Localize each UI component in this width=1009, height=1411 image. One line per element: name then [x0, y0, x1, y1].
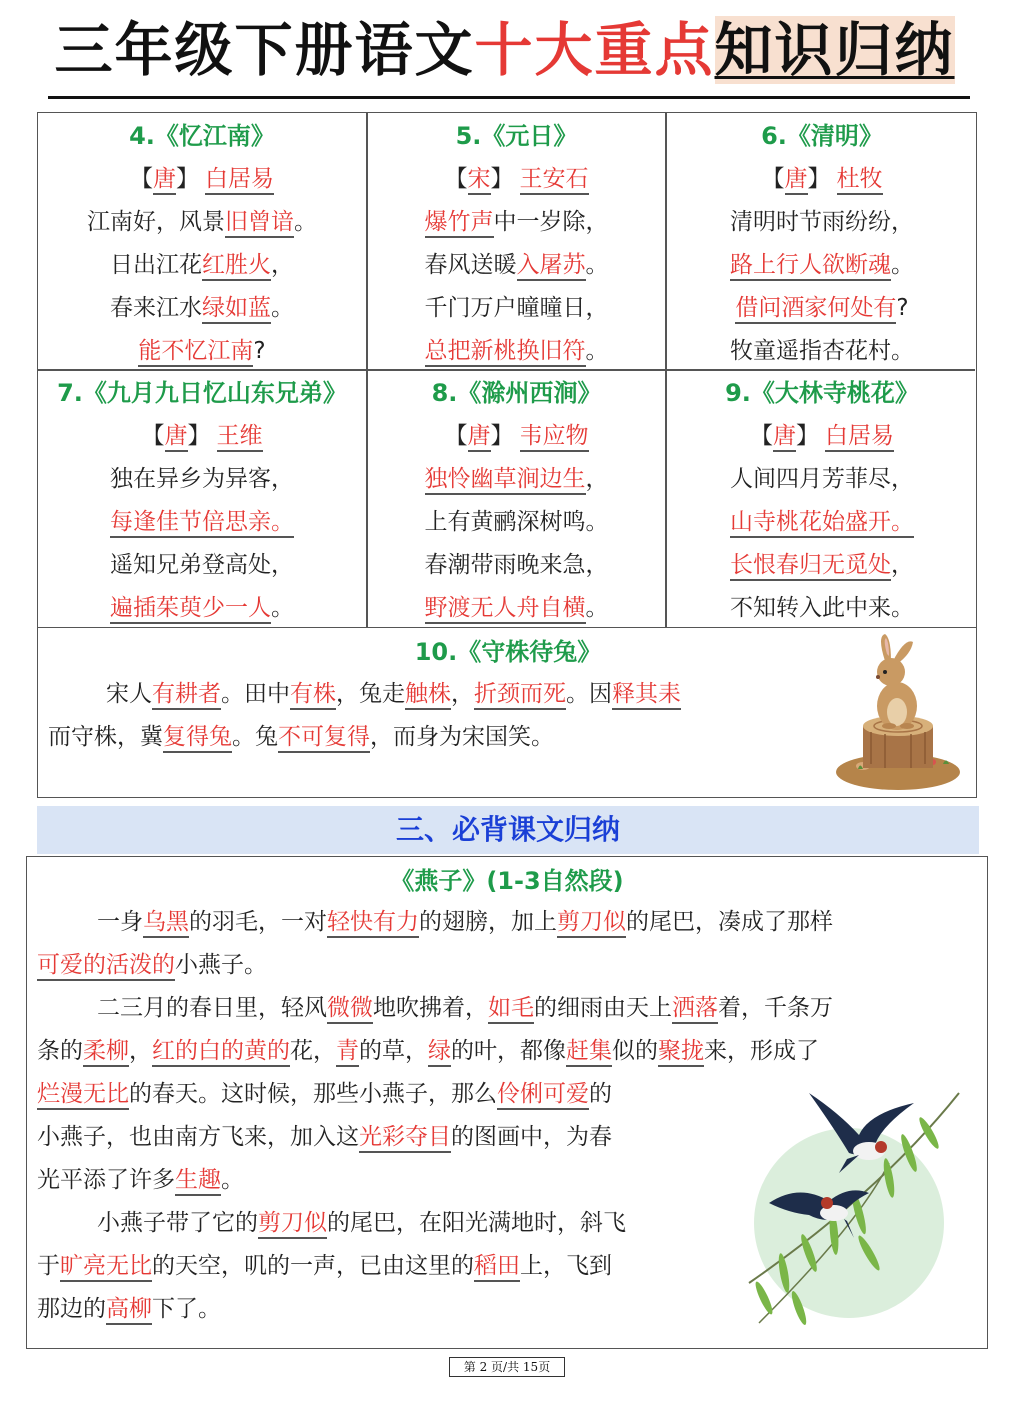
text-segment: 。	[891, 252, 914, 278]
rabbit-on-stump-illustration	[833, 634, 963, 794]
key-phrase: 剪刀似	[557, 909, 626, 938]
text-segment: 人间四月芳菲尽，	[730, 466, 914, 492]
essay-line	[37, 944, 987, 987]
page-title	[0, 10, 1009, 90]
text-segment: 着，千条万	[718, 995, 833, 1021]
poem-dynasty: 唐	[785, 166, 808, 195]
text-segment: 春潮带雨晚来急，	[424, 552, 609, 578]
bracket: 【	[761, 166, 785, 192]
poem-title: 8.《滁州西涧》	[431, 379, 602, 407]
key-phrase: 总把新桃换旧符	[425, 338, 586, 367]
key-phrase: 烂漫无比	[37, 1081, 129, 1110]
poem-line	[368, 544, 665, 587]
key-phrase: 稻田	[474, 1253, 520, 1282]
text-segment: 的翅膀，加上	[419, 909, 557, 935]
text-segment: 似的	[612, 1038, 658, 1064]
poem-line	[368, 587, 665, 630]
title-part-2: 十大重点	[474, 16, 715, 84]
text-segment: 花，	[290, 1038, 336, 1064]
key-phrase: 释其耒	[612, 681, 681, 710]
bracket: 】	[490, 166, 514, 192]
text-segment: 牧童遥指杏花村。	[730, 338, 914, 364]
poem-line	[38, 244, 366, 287]
key-phrase: 微微	[327, 995, 373, 1024]
text-segment: 下了。	[152, 1296, 221, 1322]
poem-line	[667, 458, 977, 501]
text-segment: 的尾巴，凑成了那样	[626, 909, 833, 935]
poem-line	[667, 544, 977, 587]
key-phrase: 剪刀似	[258, 1210, 327, 1239]
key-phrase: 遍插茱萸少一人	[110, 595, 271, 624]
text-segment: 的草，	[359, 1038, 428, 1064]
key-phrase: 如毛	[488, 995, 534, 1024]
text-segment: 而守株，冀	[48, 724, 163, 750]
poem-title: 7.《九月九日忆山东兄弟》	[57, 379, 347, 407]
text-segment: 于	[37, 1253, 60, 1279]
text-segment: 。	[585, 252, 609, 278]
text-segment: 的图画中，为春	[451, 1124, 612, 1150]
text-segment: 。	[271, 595, 294, 621]
text-segment: 上有黄鹂深树鸣。	[424, 509, 609, 535]
bracket: 【	[444, 423, 468, 449]
text-segment: ，	[451, 681, 474, 707]
key-phrase: 触株	[405, 681, 451, 710]
section-header: 三、必背课文归纳	[37, 806, 979, 854]
poem-line	[368, 287, 665, 330]
poem-title: 6.《清明》	[761, 122, 883, 150]
text-segment: 。兔	[232, 724, 278, 750]
poem-author: 杜牧	[837, 166, 883, 195]
poem-line	[38, 458, 366, 501]
key-phrase: 绿如蓝	[202, 295, 271, 324]
key-phrase: 借问酒家何处有	[735, 295, 896, 324]
key-phrase: 野渡无人舟自横	[425, 595, 586, 624]
poem-author-line	[38, 158, 366, 201]
key-phrase: 入屠苏	[517, 252, 586, 281]
text-segment: 。	[585, 595, 609, 621]
key-phrase: 聚拢	[658, 1038, 704, 1067]
text-segment: 光平添了许多	[37, 1167, 175, 1193]
title-part-3: 知识归纳	[714, 16, 955, 84]
text-segment: 的尾巴，在阳光满地时，斜飞	[327, 1210, 626, 1236]
key-phrase: 赶集	[566, 1038, 612, 1067]
text-segment: 的羽毛，一对	[189, 909, 327, 935]
text-segment: 千门万户曈曈日，	[424, 295, 609, 321]
poem-line	[368, 201, 665, 244]
text-segment: 小燕子，也由南方飞来，加入这	[37, 1124, 359, 1150]
poem-dynasty: 唐	[468, 423, 491, 452]
key-phrase: 洒落	[672, 995, 718, 1024]
poem-line	[38, 501, 366, 544]
key-phrase: 伶俐可爱	[497, 1081, 589, 1110]
poem-line	[368, 244, 665, 287]
fable-paragraph	[48, 716, 828, 759]
key-phrase: 红的白的黄的	[152, 1038, 290, 1067]
text-segment: 遥知兄弟登高处，	[110, 552, 294, 578]
poem-line	[38, 330, 366, 373]
poem-dynasty: 唐	[773, 423, 796, 452]
poem-author: 白居易	[205, 166, 274, 195]
fable-text	[48, 673, 828, 759]
text-segment: 春来江水	[110, 295, 202, 321]
text-segment: ?	[253, 338, 266, 364]
poem-title: 5.《元日》	[455, 122, 578, 150]
text-segment: 。	[271, 295, 294, 321]
key-phrase: 旷亮无比	[60, 1253, 152, 1282]
poem-author: 王安石	[520, 166, 589, 195]
key-phrase: 复得兔	[163, 724, 232, 753]
text-segment: 小燕子。	[175, 952, 267, 978]
poem-cell	[38, 113, 366, 369]
essay-line	[37, 987, 987, 1030]
text-segment: ?	[896, 295, 909, 321]
text-segment: 宋人	[106, 681, 152, 707]
key-phrase: 有株	[290, 681, 336, 710]
poem-line	[38, 587, 366, 630]
essay-line	[37, 901, 987, 944]
key-phrase: 长恨春归无觅处	[730, 552, 891, 581]
bracket: 】	[187, 423, 211, 449]
essay-line	[37, 1030, 987, 1073]
poem-cell	[667, 113, 977, 369]
text-segment: 的细雨由天上	[534, 995, 672, 1021]
poem-cell	[368, 113, 665, 369]
poem-line	[38, 287, 366, 330]
fable-title: 10.《守株待兔》	[414, 638, 602, 666]
text-segment: 来，形成了	[704, 1038, 819, 1064]
text-segment: 日出江花	[110, 252, 202, 278]
essay-title: 《燕子》(1-3自然段)	[390, 867, 624, 895]
poem-title: 4.《忆江南》	[129, 122, 275, 150]
bracket: 【	[750, 423, 773, 449]
bracket: 【	[444, 166, 468, 192]
text-segment: 。	[585, 338, 609, 364]
poem-author-line	[368, 415, 665, 458]
text-segment: 春风送暖	[424, 252, 517, 278]
key-phrase: 有耕者	[152, 681, 221, 710]
bracket: 【	[141, 423, 165, 449]
text-segment: 的	[589, 1081, 612, 1107]
poem-author: 王维	[217, 423, 263, 452]
text-segment: 小燕子带了它的	[97, 1210, 258, 1236]
text-segment: 。因	[566, 681, 612, 707]
poem-line	[368, 501, 665, 544]
key-phrase: 可爱的活泼的	[37, 952, 175, 981]
text-segment: 。	[294, 209, 317, 235]
bracket: 】	[490, 423, 514, 449]
poem-line	[667, 587, 977, 630]
poem-cell	[368, 370, 665, 626]
key-phrase: 红胜火	[202, 252, 271, 281]
title-part-1: 三年级下册语文	[54, 16, 475, 84]
poem-author-line	[667, 415, 977, 458]
poem-line	[667, 501, 977, 544]
poem-dynasty: 宋	[468, 166, 491, 195]
text-segment: ，	[129, 1038, 152, 1064]
poem-cell	[667, 370, 977, 626]
text-segment: 那边的	[37, 1296, 106, 1322]
bracket: 】	[796, 423, 819, 449]
text-segment: 的春天。这时候，那些小燕子，那么	[129, 1081, 497, 1107]
key-phrase: 光彩夺目	[359, 1124, 451, 1153]
key-phrase: 山寺桃花始盛开。	[730, 509, 914, 538]
fable-paragraph	[48, 673, 828, 716]
poem-author-line	[38, 415, 366, 458]
text-segment: ，而身为宋国笑。	[370, 724, 554, 750]
text-segment: ，兔走	[336, 681, 405, 707]
poem-line	[368, 330, 665, 373]
bracket: 】	[176, 166, 199, 192]
fable-box	[37, 628, 977, 798]
poem-author-line	[368, 158, 665, 201]
key-phrase: 爆竹声	[425, 209, 494, 238]
poem-line	[667, 244, 977, 287]
key-phrase: 绿	[428, 1038, 451, 1067]
bracket: 】	[807, 166, 831, 192]
key-phrase: 独怜幽草涧边生	[425, 466, 586, 495]
page-number: 第 2 页/共 15页	[449, 1357, 565, 1377]
key-phrase: 生趣	[175, 1167, 221, 1196]
text-segment: 一身	[97, 909, 143, 935]
poem-title: 9.《大林寺桃花》	[725, 379, 919, 407]
key-phrase: 轻快有力	[327, 909, 419, 938]
text-segment: 的叶，都像	[451, 1038, 566, 1064]
key-phrase: 每逢佳节倍思亲。	[110, 509, 294, 538]
poem-cell	[38, 370, 366, 626]
text-segment: 的天空，叽的一声，已由这里的	[152, 1253, 474, 1279]
text-segment: 上，飞到	[520, 1253, 612, 1279]
poem-line	[368, 458, 665, 501]
key-phrase: 乌黑	[143, 909, 189, 938]
key-phrase: 旧曾谙	[225, 209, 294, 238]
key-phrase: 能不忆江南	[138, 338, 253, 367]
text-segment: 中一岁除，	[493, 209, 609, 235]
poem-line	[667, 287, 977, 330]
essay-box	[26, 856, 988, 1349]
title-divider	[48, 96, 970, 99]
key-phrase: 折颈而死	[474, 681, 566, 710]
text-segment: ，	[891, 552, 914, 578]
poem-line	[38, 201, 366, 244]
text-segment: 江南好，风景	[87, 209, 225, 235]
poem-author-line	[667, 158, 977, 201]
poem-dynasty: 唐	[165, 423, 188, 452]
text-segment: 。	[221, 1167, 244, 1193]
poem-author: 白居易	[825, 423, 894, 452]
poem-line	[667, 201, 977, 244]
poem-line	[38, 544, 366, 587]
key-phrase: 路上行人欲断魂	[730, 252, 891, 281]
poem-author: 韦应物	[520, 423, 589, 452]
text-segment: ，	[271, 252, 294, 278]
text-segment: 条的	[37, 1038, 83, 1064]
text-segment: 清明时节雨纷纷，	[730, 209, 914, 235]
text-segment: ，	[585, 466, 609, 492]
swallows-on-willow-illustration	[739, 1073, 979, 1335]
poem-line	[667, 330, 977, 373]
text-segment: 独在异乡为异客，	[110, 466, 294, 492]
poem-dynasty: 唐	[153, 166, 176, 195]
text-segment: 二三月的春日里，轻风	[97, 995, 327, 1021]
bracket: 【	[130, 166, 153, 192]
key-phrase: 不可复得	[278, 724, 370, 753]
key-phrase: 柔柳	[83, 1038, 129, 1067]
text-segment: 地吹拂着，	[373, 995, 488, 1021]
text-segment: 。田中	[221, 681, 290, 707]
key-phrase: 青	[336, 1038, 359, 1067]
key-phrase: 高柳	[106, 1296, 152, 1325]
text-segment: 不知转入此中来。	[730, 595, 914, 621]
poem-grid	[37, 112, 977, 628]
